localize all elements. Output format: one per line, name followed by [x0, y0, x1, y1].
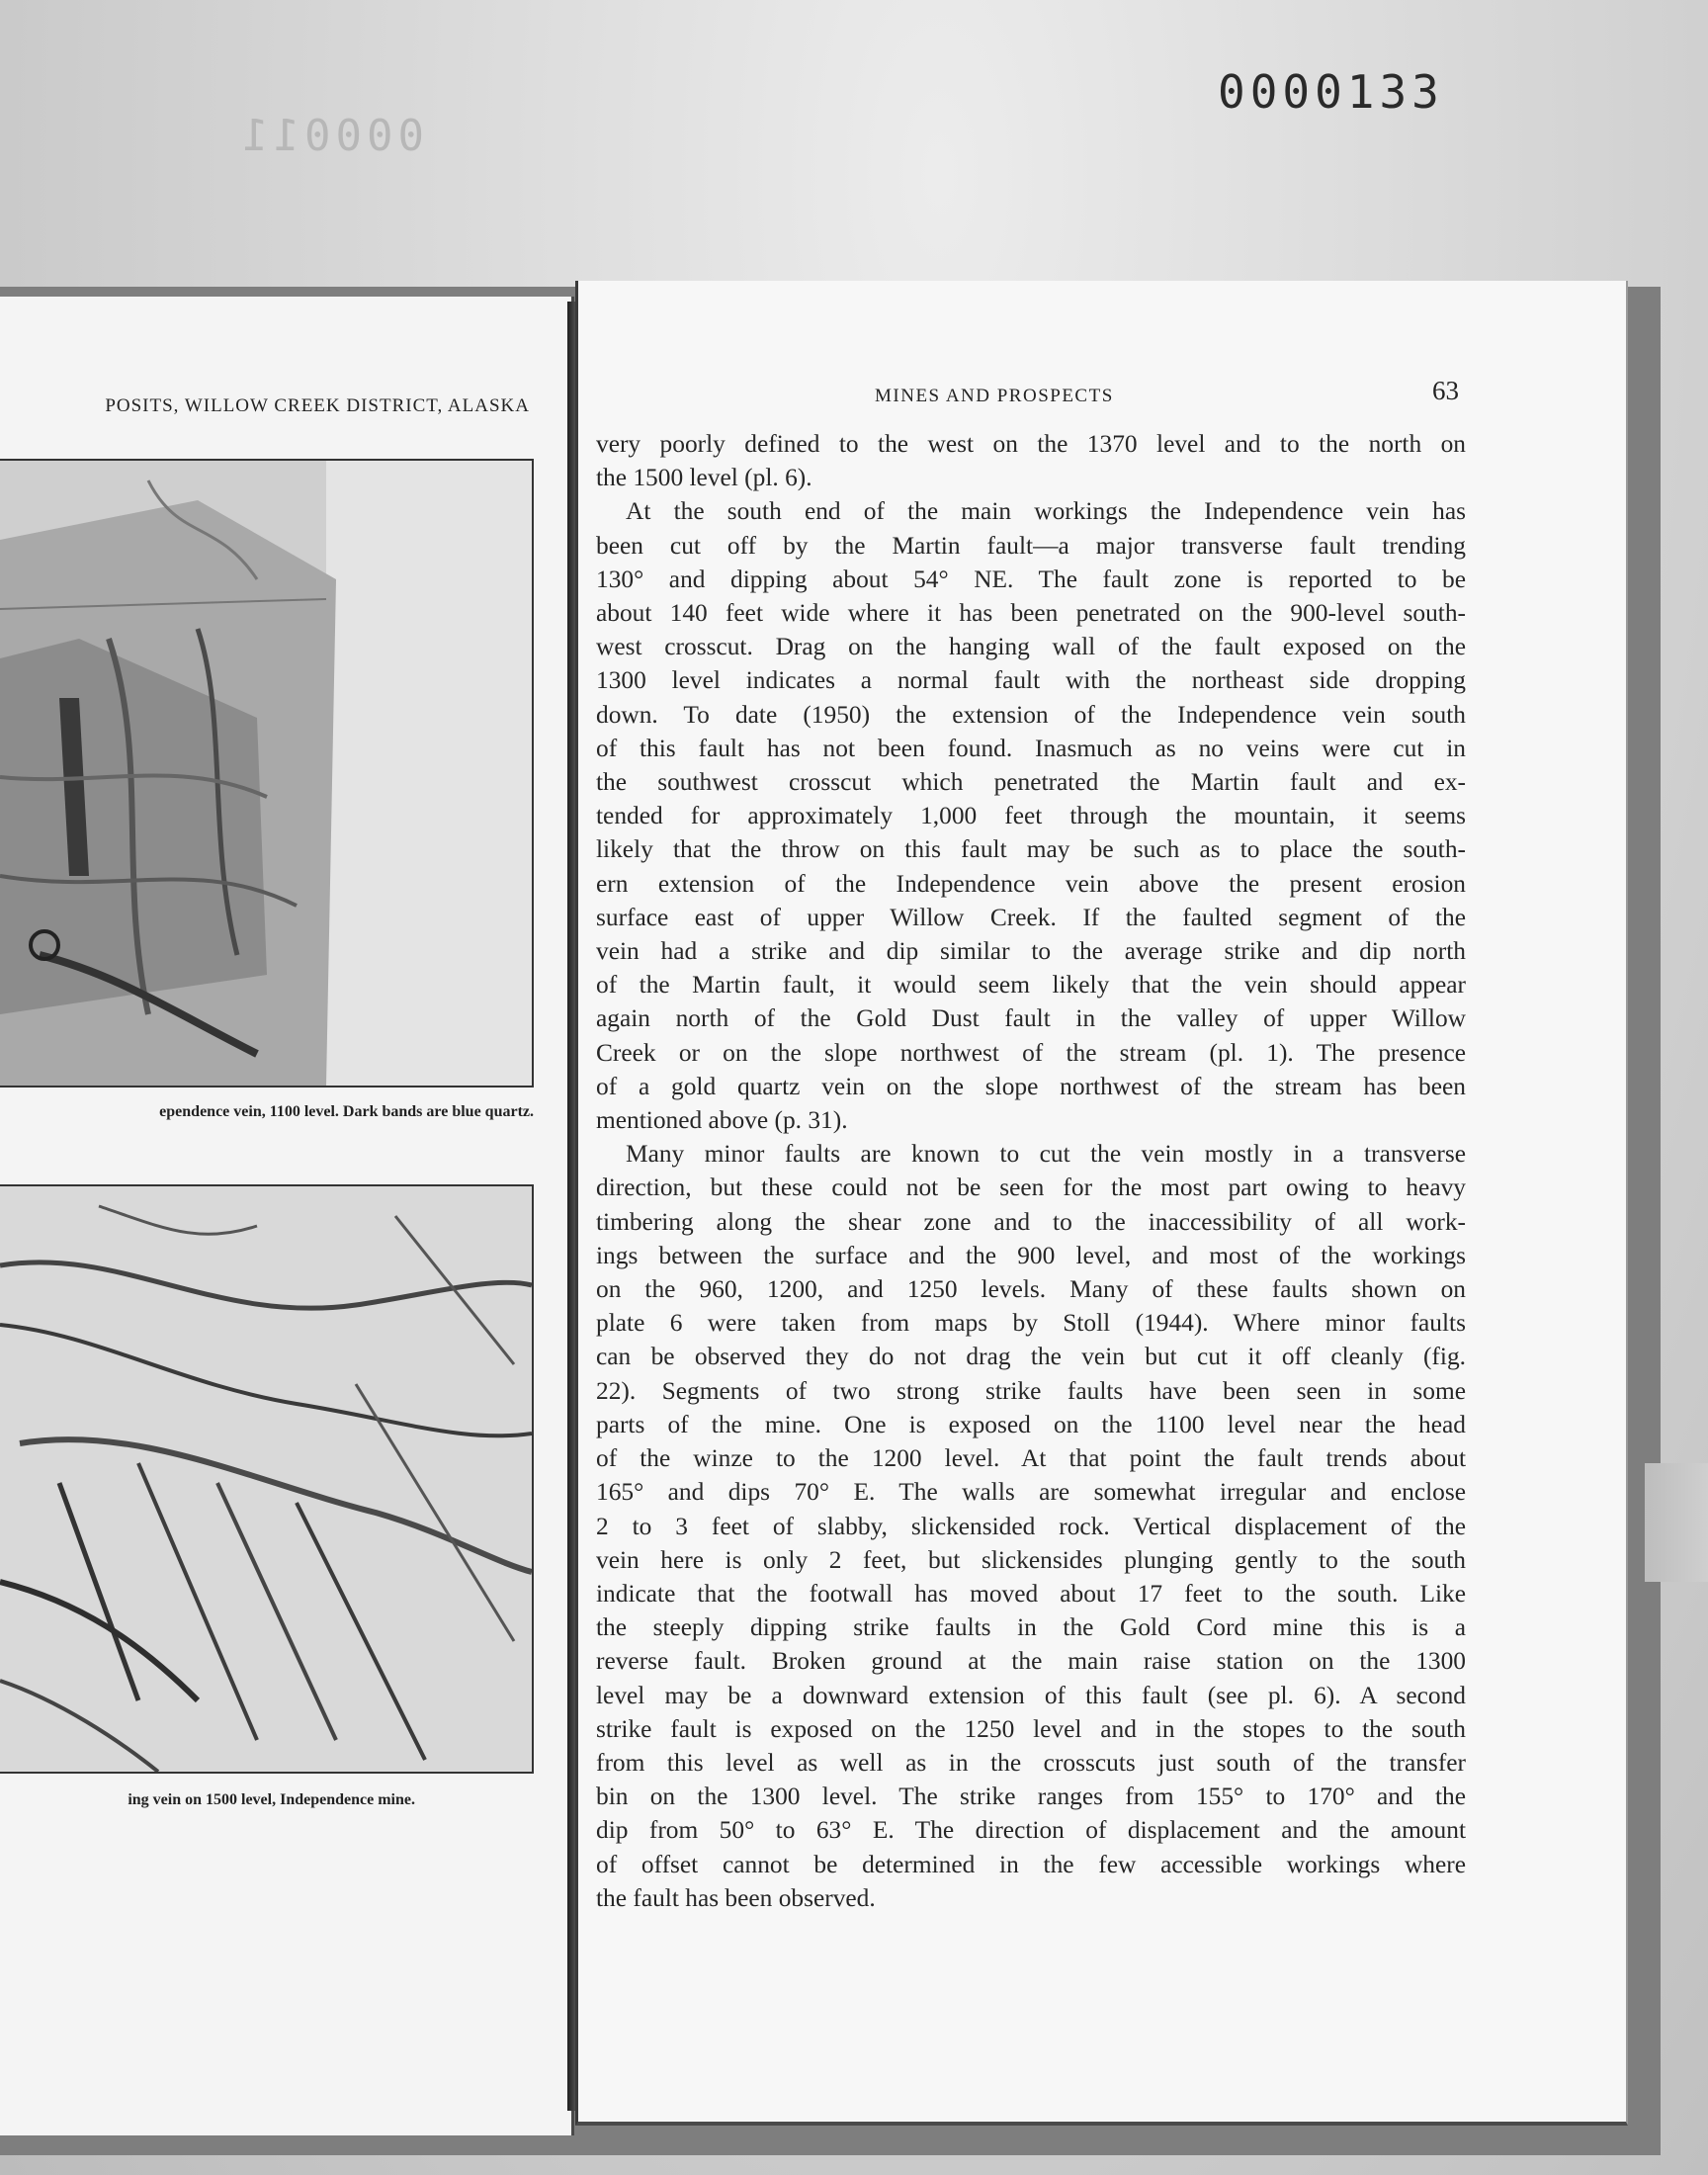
- text-line: down. To date (1950) the extension of the Independence vein south: [596, 700, 1466, 729]
- text-line: vein had a strike and dip similar to the average strike and dip north: [596, 937, 1466, 966]
- text-line: the fault has been observed.: [596, 1883, 876, 1912]
- text-line: vein here is only 2 feet, but slickensides plunging gently to the south: [596, 1545, 1466, 1574]
- text-line: 1300 level indicates a normal fault with the northeast side dropping: [596, 666, 1466, 695]
- body-text: [596, 427, 1466, 1915]
- text-line: bin on the 1300 level. The strike ranges from 155° to 170° and the: [596, 1783, 1466, 1811]
- text-line: likely that the throw on this fault may be such as to place the south-: [596, 835, 1466, 864]
- running-header: MINES AND PROSPECTS: [875, 386, 1114, 406]
- text-line: mentioned above (p. 31).: [596, 1106, 848, 1135]
- text-line: been cut off by the Martin fault—a major transverse fault trending: [596, 531, 1466, 560]
- text-line: again north of the Gold Dust fault in the valley of upper Willow: [596, 1004, 1466, 1033]
- text-line: direction, but these could not be seen for the most part owing to heavy: [596, 1174, 1466, 1202]
- text-line: 130° and dipping about 54° NE. The fault zone is reported to be: [596, 565, 1466, 593]
- text-line: the southwest crosscut which penetrated the Martin fault and ex-: [596, 768, 1466, 797]
- text-line: Creek or on the slope northwest of the stream (pl. 1). The presence: [596, 1038, 1466, 1067]
- text-line: 165° and dips 70° E. The walls are somewhat irregular and enclose: [596, 1478, 1466, 1507]
- photo-independence-vein-1100-level: [0, 459, 534, 1088]
- text-line: plate 6 were taken from maps by Stoll (1944). Where minor faults: [596, 1309, 1466, 1338]
- document-number: 0000133: [1218, 65, 1444, 119]
- text-line: west crosscut. Drag on the hanging wall of the fault exposed on the: [596, 633, 1466, 661]
- text-line: on the 960, 1200, and 1250 levels. Many of these faults shown on: [596, 1275, 1466, 1304]
- text-line: Many minor faults are known to cut the vein mostly in a transverse: [626, 1140, 1466, 1169]
- text-line: of offset cannot be determined in the few accessible workings where: [596, 1850, 1466, 1878]
- text-line: from this level as well as in the crosscuts just south of the transfer: [596, 1748, 1466, 1777]
- text-line: surface east of upper Willow Creek. If the faulted segment of the: [596, 903, 1466, 931]
- text-line: reverse fault. Broken ground at the main raise station on the 1300: [596, 1647, 1466, 1676]
- text-line: tended for approximately 1,000 feet through the mountain, it seems: [596, 802, 1466, 830]
- text-line: parts of the mine. One is exposed on the 1100 level near the head: [596, 1410, 1466, 1438]
- text-line: of a gold quartz vein on the slope northwest of the stream has been: [596, 1072, 1466, 1100]
- text-line: strike fault is exposed on the 1250 level and in the stopes to the south: [596, 1714, 1466, 1743]
- photo-caption-bottom: ing vein on 1500 level, Independence mine.: [128, 1791, 415, 1808]
- text-line: of the winze to the 1200 level. At that point the fault trends about: [596, 1444, 1466, 1473]
- text-line: the steeply dipping strike faults in the Gold Cord mine this is a: [596, 1613, 1466, 1642]
- text-line: of the Martin fault, it would seem likely that the vein should appear: [596, 971, 1466, 1000]
- page-edge-marks: [1645, 1463, 1708, 1582]
- text-line: ern extension of the Independence vein above the present erosion: [596, 869, 1466, 898]
- text-line: of this fault has not been found. Inasmuch as no veins were cut in: [596, 734, 1466, 762]
- text-line: timbering along the shear zone and to the inaccessibility of all work-: [596, 1207, 1466, 1236]
- ghost-document-number: 000011: [237, 111, 424, 161]
- left-page: [0, 297, 574, 2135]
- text-line: ings between the surface and the 900 level, and most of the workings: [596, 1241, 1466, 1269]
- page-number: 63: [1432, 376, 1459, 405]
- text-line: level may be a downward extension of this fault (see pl. 6). A second: [596, 1681, 1466, 1709]
- text-line: 2 to 3 feet of slabby, slickensided rock. Vertical displacement of the: [596, 1512, 1466, 1540]
- text-line: very poorly defined to the west on the 1370 level and to the north on: [596, 430, 1466, 458]
- right-page: [575, 281, 1628, 2126]
- text-line: the 1500 level (pl. 6).: [596, 464, 812, 492]
- photo-caption-top: ependence vein, 1100 level. Dark bands are blue quartz.: [159, 1103, 534, 1120]
- text-line: 22). Segments of two strong strike faults have been seen in some: [596, 1376, 1466, 1405]
- left-page-header: POSITS, WILLOW CREEK DISTRICT, ALASKA: [105, 395, 530, 416]
- text-line: about 140 feet wide where it has been penetrated on the 900-level south-: [596, 599, 1466, 628]
- text-line: dip from 50° to 63° E. The direction of displacement and the amount: [596, 1816, 1466, 1845]
- text-line: indicate that the footwall has moved about 17 feet to the south. Like: [596, 1579, 1466, 1608]
- text-line: can be observed they do not drag the vein but cut it off cleanly (fig.: [596, 1343, 1466, 1371]
- photo-vein-1500-level: [0, 1184, 534, 1774]
- text-line: At the south end of the main workings the Independence vein has: [626, 497, 1466, 526]
